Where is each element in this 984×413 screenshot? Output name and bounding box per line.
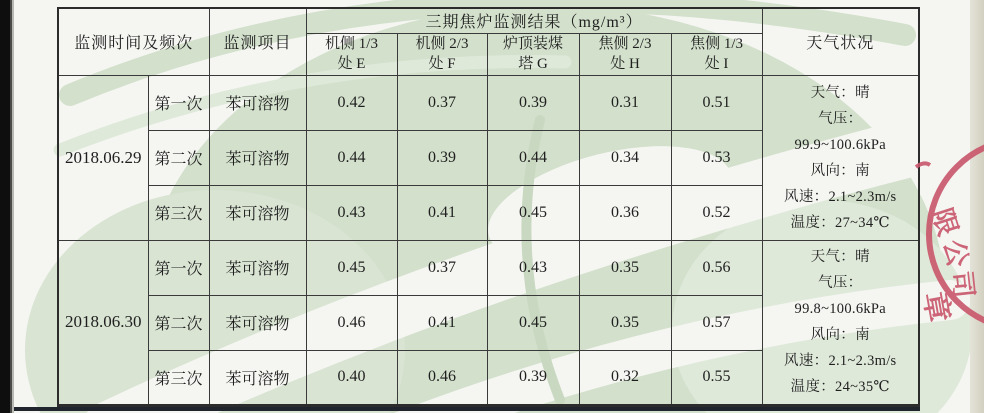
scan-bottom-edge (0, 407, 920, 411)
stamp-char: 限 (926, 204, 964, 240)
sub-header-line2: 处 H (610, 56, 640, 72)
value-cell: 0.44 (306, 130, 397, 185)
value-cell: 0.46 (397, 350, 487, 405)
col-header-time-frequency: 监测时间及频次 (58, 8, 209, 75)
weather-line: 风速：2.1~2.3m/s (784, 353, 897, 369)
stamp-char: 公 (938, 237, 974, 270)
value-cell: 0.39 (487, 75, 579, 130)
table-row (58, 240, 919, 295)
col-header-item: 监测项目 (209, 8, 306, 75)
value-cell: 0.44 (487, 130, 579, 185)
sub-header-line1: 焦侧 1/3 (690, 36, 743, 52)
sub-header-line1: 焦侧 2/3 (598, 36, 652, 52)
value-cell: 0.37 (397, 75, 487, 130)
item-cell: 苯可溶物 (209, 185, 306, 240)
sub-header-line1: 机侧 1/3 (325, 36, 378, 52)
value-cell: 0.36 (579, 185, 671, 240)
value-cell: 0.57 (671, 295, 762, 350)
weather-line: 温度：24~35℃ (790, 379, 890, 395)
weather-line: 天气：晴 (810, 84, 870, 101)
item-cell: 苯可溶物 (209, 75, 306, 130)
value-cell: 0.43 (306, 185, 397, 240)
col-header-coke-side-1-3 (671, 33, 762, 75)
col-header-results-group: 三期焦炉监测结果（mg/m³） (306, 8, 762, 33)
value-cell: 0.45 (487, 295, 579, 350)
sub-header-line2: 塔 G (518, 56, 548, 72)
col-header-machine-side-2-3 (397, 33, 487, 75)
weather-line: 气压： (818, 110, 863, 127)
value-cell: 0.39 (397, 130, 487, 185)
value-cell: 0.39 (487, 350, 579, 405)
frequency-cell: 第三次 (148, 350, 209, 405)
value-cell: 0.32 (579, 350, 671, 405)
sub-header-line1: 机侧 2/3 (415, 36, 469, 52)
weather-line: 气压： (818, 275, 863, 291)
weather-line: 99.9~100.6kPa (794, 136, 887, 153)
value-cell: 0.55 (671, 350, 762, 405)
stamp-char: 司 (946, 269, 979, 300)
frequency-cell: 第一次 (148, 75, 209, 130)
col-header-weather: 天气状况 (762, 8, 919, 75)
value-cell: 0.52 (671, 185, 762, 240)
value-cell: 0.51 (671, 75, 762, 130)
value-cell: 0.41 (397, 185, 487, 240)
col-header-coke-side-2-3 (579, 33, 671, 75)
value-cell: 0.31 (579, 75, 671, 130)
item-cell: 苯可溶物 (209, 295, 306, 350)
item-cell: 苯可溶物 (209, 130, 306, 185)
value-cell: 0.41 (397, 295, 487, 350)
value-cell: 0.42 (306, 75, 397, 130)
frequency-cell: 第二次 (148, 130, 209, 185)
item-cell: 苯可溶物 (209, 350, 306, 405)
weather-line: 风速：2.1~2.3m/s (784, 188, 897, 205)
weather-cell (762, 75, 919, 240)
frequency-cell: 第三次 (148, 185, 209, 240)
weather-line: 99.8~100.6kPa (794, 301, 887, 317)
value-cell: 0.35 (579, 295, 671, 350)
weather-line: 温度：27~34℃ (790, 214, 890, 231)
sub-header-line1: 炉顶装煤 (503, 36, 564, 52)
date-cell: 2018.06.30 (58, 240, 148, 405)
monitoring-results-table (57, 7, 920, 407)
value-cell: 0.37 (397, 240, 487, 295)
scan-left-edge (0, 0, 14, 413)
value-cell: 0.45 (306, 240, 397, 295)
frequency-cell: 第一次 (148, 240, 209, 295)
table-row (58, 75, 919, 130)
weather-line: 风向：南 (810, 327, 870, 343)
weather-line: 风向：南 (810, 162, 870, 179)
sub-header-line2: 处 I (704, 56, 729, 72)
col-header-machine-side-1-3 (306, 33, 397, 75)
sub-header-line2: 处 F (428, 56, 456, 72)
date-cell: 2018.06.29 (58, 75, 148, 240)
weather-cell (762, 240, 919, 405)
value-cell: 0.45 (487, 185, 579, 240)
value-cell: 0.40 (306, 350, 397, 405)
sub-header-line2: 处 E (337, 56, 366, 72)
frequency-cell: 第二次 (148, 295, 209, 350)
value-cell: 0.35 (579, 240, 671, 295)
value-cell: 0.34 (579, 130, 671, 185)
stamp-char: 章 (917, 289, 955, 325)
value-cell: 0.53 (671, 130, 762, 185)
col-header-coal-tower (487, 33, 579, 75)
weather-line: 天气：晴 (810, 249, 870, 265)
value-cell: 0.46 (306, 295, 397, 350)
value-cell: 0.56 (671, 240, 762, 295)
red-seal-stamp (902, 112, 984, 342)
value-cell: 0.43 (487, 240, 579, 295)
item-cell: 苯可溶物 (209, 240, 306, 295)
